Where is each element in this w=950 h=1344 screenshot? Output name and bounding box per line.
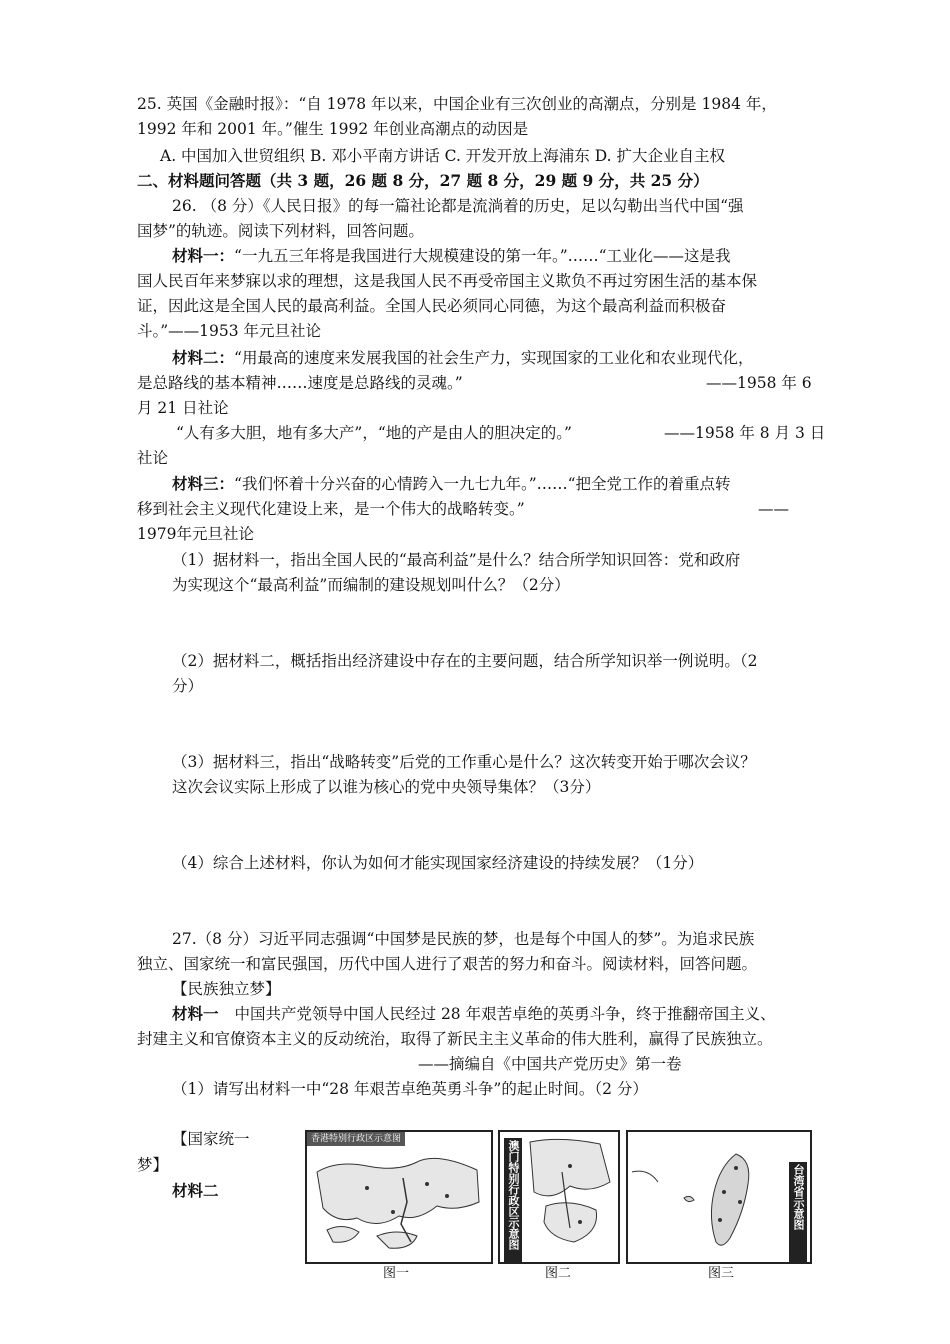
q26-material2-line5: 社论 xyxy=(137,449,169,467)
q26-part2-line1: （2）据材料二，概括指出经济建设中存在的主要问题，结合所学知识举一例说明。（2 xyxy=(172,652,758,670)
q26-material3-line1: 材料三：“我们怀着十分兴奋的心情跨入一九七九年。”……“把全党工作的着重点转 xyxy=(172,474,731,493)
macau-map-title: 澳门特别行政区示意图 xyxy=(504,1138,522,1262)
figure3-caption: 图三 xyxy=(707,1266,734,1281)
q26-intro-line2: 国梦”的轨迹。阅读下列材料，回答问题。 xyxy=(137,222,424,240)
q26-part3-line2: 这次会议实际上形成了以谁为核心的党中央领导集体？（3分） xyxy=(172,778,601,796)
q26-intro-line1: 26. （8 分）《人民日报》的每一篇社论都是流淌着的历史，足以勾勒出当代中国“强 xyxy=(172,197,744,215)
q26-material2-source1: ——1958 年 6 xyxy=(706,374,812,392)
q27-material1-source: ——摘编自《中国共产党历史》第一卷 xyxy=(418,1055,682,1073)
q25-options: A. 中国加入世贸组织 B. 邓小平南方讲话 C. 开发开放上海浦东 D. 扩大企业自主权 xyxy=(160,147,725,165)
q26-part1-line2: 为实现这个“最高利益”而编制的建设规划叫什么？（2分） xyxy=(172,576,570,594)
material2-label: 材料二： xyxy=(172,348,235,367)
q26-material1-line3: 证，因此这是全国人民的最高利益。全国人民必须同心同德，为这个最高利益而积极奋 xyxy=(137,297,727,315)
hong-kong-map-drawing xyxy=(307,1132,491,1262)
q26-material2-line3: 月 21 日社论 xyxy=(137,399,229,417)
q25-stem-line1: 25. 英国《金融时报》：“自 1978 年以来，中国企业有三次创业的高潮点，分别是 1984 年， xyxy=(137,95,777,113)
q27-dream2-heading-b: 梦】 xyxy=(137,1156,169,1174)
q26-material3-line3: 1979年元旦社论 xyxy=(137,525,254,543)
q26-material2-line2: 是总路线的基本精神……速度是总路线的灵魂。” xyxy=(137,374,463,392)
figure1-caption: 图一 xyxy=(382,1266,409,1281)
q26-part3-line1: （3）据材料三，指出“战略转变”后党的工作重心是什么？这次转变开始于哪次会议？ xyxy=(172,753,756,771)
q26-material2-line1: 材料二：“用最高的速度来发展我国的社会生产力，实现国家的工业化和农业现代化， xyxy=(172,348,754,367)
q26-material3-dash: —— xyxy=(758,500,789,518)
macau-map xyxy=(498,1130,620,1264)
taiwan-map xyxy=(626,1130,812,1264)
section-heading: 二、材料题问答题（共 3 题，26 题 8 分，27 题 8 分，29 题 9 分，共 25 分） xyxy=(137,171,709,190)
q27-part1: （1）请写出材料一中“28 年艰苦卓绝英勇斗争”的起止时间。（2 分） xyxy=(172,1080,648,1098)
q27-material2-label: 材料二 xyxy=(172,1181,219,1200)
q26-material2-line4: “人有多大胆，地有多大产”，“地的产是由人的胆决定的。” xyxy=(176,424,572,442)
q26-material1-line1: 材料一：“一九五三年将是我国进行大规模建设的第一年。”……“工业化——这是我 xyxy=(172,246,731,265)
q27-material1-line1: 材料一 中国共产党领导中国人民经过 28 年艰苦卓绝的英勇斗争，终于推翻帝国主义、 xyxy=(172,1004,776,1023)
q26-material3-line2: 移到社会主义现代化建设上来，是一个伟大的战略转变。” xyxy=(137,500,525,518)
hong-kong-map xyxy=(305,1130,493,1264)
q27-intro-line1: 27.（8 分）习近平同志强调“中国梦是民族的梦，也是每个中国人的梦”。为追求民族 xyxy=(172,930,755,948)
material1-label: 材料一： xyxy=(172,246,235,265)
q27-dream2-heading-a: 【国家统一 xyxy=(172,1130,250,1148)
q26-material1-line4: 斗。”——1953 年元旦社论 xyxy=(137,322,322,340)
q27-material1-label: 材料一 xyxy=(172,1004,219,1023)
q26-part4-line1: （4）综合上述材料，你认为如何才能实现国家经济建设的持续发展？（1分） xyxy=(172,854,704,872)
q26-material1-line2: 国人民百年来梦寐以求的理想，这是我国人民不再受帝国主义欺负不再过穷困生活的基本保 xyxy=(137,272,758,290)
q26-material2-source2: ——1958 年 8 月 3 日 xyxy=(664,424,826,442)
macau-map-drawing xyxy=(500,1132,618,1262)
taiwan-map-drawing xyxy=(628,1132,810,1262)
q27-dream1-heading: 【民族独立梦】 xyxy=(172,980,281,998)
q26-part2-line2: 分） xyxy=(172,677,204,695)
figure2-caption: 图二 xyxy=(544,1266,571,1281)
q27-material1-line2: 封建主义和官僚资本主义的反动统治，取得了新民主主义革命的伟大胜利，赢得了民族独立。 xyxy=(137,1030,773,1048)
q27-intro-line2: 独立、国家统一和富民强国，历代中国人进行了艰苦的努力和奋斗。阅读材料，回答问题。 xyxy=(137,955,758,973)
q25-stem-line2: 1992 年和 2001 年。”催生 1992 年创业高潮点的动因是 xyxy=(137,120,529,138)
hong-kong-map-title: 香港特别行政区示意图 xyxy=(307,1132,405,1146)
q26-part1-line1: （1）据材料一，指出全国人民的“最高利益”是什么？结合所学知识回答：党和政府 xyxy=(172,551,741,569)
taiwan-map-title: 台湾省示意图 xyxy=(789,1162,807,1262)
material3-label: 材料三： xyxy=(172,474,235,493)
